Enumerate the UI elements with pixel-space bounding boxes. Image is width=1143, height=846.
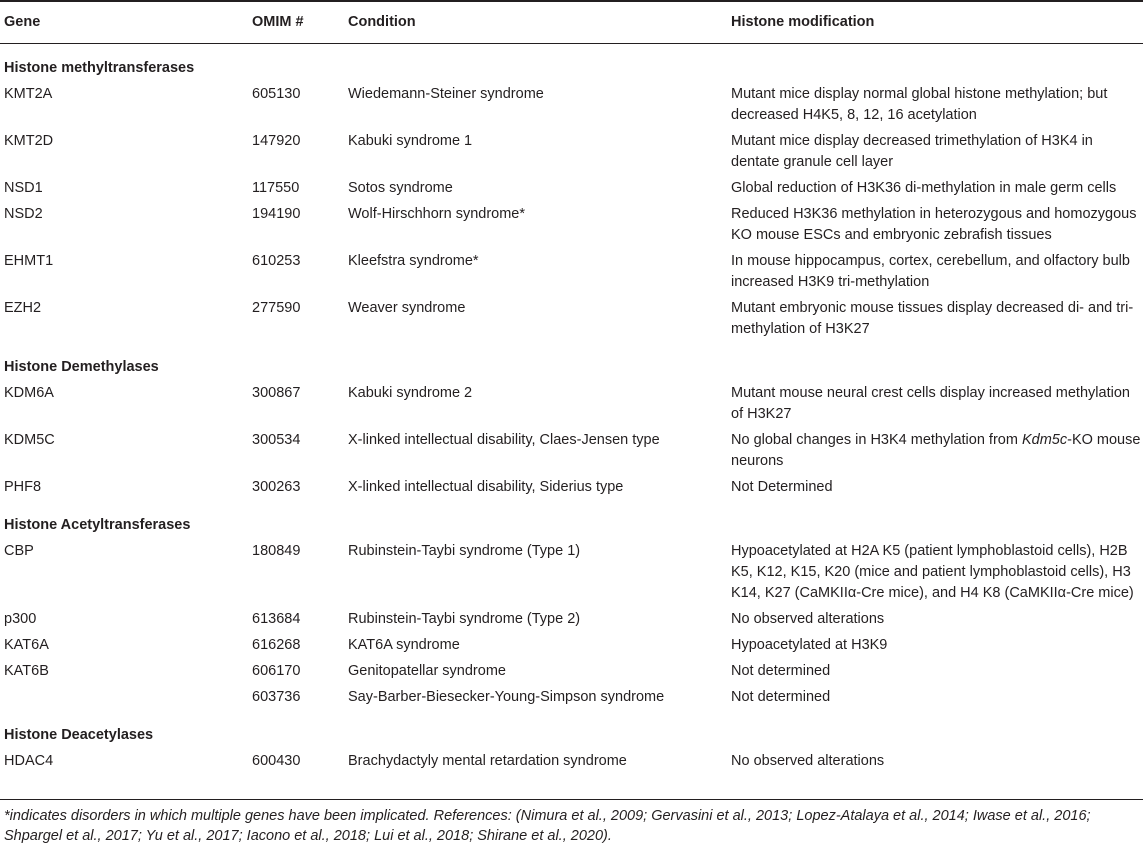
omim-cell: 300263	[252, 479, 301, 495]
reference-separator: ;	[1086, 808, 1091, 824]
reference-separator: ;	[964, 808, 973, 824]
modification-gene-italic: Kdm5c	[1021, 432, 1068, 448]
header-histone-modification: Histone modification	[727, 1, 1143, 44]
omim-cell: 180849	[252, 543, 301, 559]
condition-cell: Genitopatellar syndrome	[348, 663, 506, 679]
condition-cell: KAT6A syndrome	[348, 637, 460, 653]
footnote-tail: ).	[603, 828, 612, 844]
reference-separator: ;	[137, 828, 146, 844]
section-title: Histone Deacetylases	[4, 727, 154, 743]
header-gene: Gene	[0, 1, 248, 44]
omim-cell: 605130	[252, 86, 301, 102]
omim-cell: 616268	[252, 637, 301, 653]
gene-cell: KDM5C	[4, 432, 55, 448]
table-row	[0, 249, 1143, 296]
omim-cell: 117550	[252, 180, 300, 196]
histone-modification-cell: No observed alterations	[731, 611, 885, 627]
omim-cell: 147920	[252, 133, 301, 149]
reference-citation-link[interactable]: Shirane et al., 2020	[477, 828, 604, 844]
reference-citation-link[interactable]: Iwase et al., 2016	[972, 808, 1087, 824]
reference-separator: ;	[469, 828, 478, 844]
omim-cell: 610253	[252, 253, 301, 269]
gene-cell: KMT2D	[4, 133, 54, 149]
histone-modification-cell: Mutant mouse neural crest cells display increased methylation of H3K27	[731, 385, 1130, 422]
histone-modification-cell: Reduced H3K36 methylation in heterozygous and homozygous KO mouse ESCs and embryonic zebrafish tissues	[731, 206, 1137, 243]
gene-cell: CBP	[4, 543, 34, 559]
gene-cell: NSD2	[4, 206, 43, 222]
histone-modification-cell: Global reduction of H3K36 di-methylation in male germ cells	[731, 180, 1117, 196]
condition-cell: Sotos syndrome	[348, 180, 453, 196]
section-header-row	[0, 711, 1143, 749]
table-bottom-rule	[0, 799, 1143, 800]
gene-cell: PHF8	[4, 479, 42, 495]
condition-cell: X-linked intellectual disability, Siderius type	[348, 479, 624, 495]
histone-modification-cell: Mutant embryonic mouse tissues display decreased di- and tri-methylation of H3K27	[731, 300, 1134, 337]
table-row	[0, 202, 1143, 249]
condition-cell: Kabuki syndrome 1	[348, 133, 473, 149]
table-row	[0, 685, 1143, 711]
condition-cell: Rubinstein-Taybi syndrome (Type 2)	[348, 611, 581, 627]
table-row	[0, 82, 1143, 129]
gene-cell: KAT6B	[4, 663, 49, 679]
section-header-row	[0, 343, 1143, 381]
reference-separator: ;	[788, 808, 797, 824]
reference-citation-link[interactable]: Yu et al., 2017	[145, 828, 239, 844]
reference-citation-link[interactable]: Nimura et al., 2009	[520, 808, 644, 824]
gene-cell: KAT6A	[4, 637, 49, 653]
reference-separator: ;	[643, 808, 652, 824]
condition-cell: Kabuki syndrome 2	[348, 385, 473, 401]
condition-cell: X-linked intellectual disability, Claes-Jensen type	[348, 432, 660, 448]
gene-cell	[0, 685, 248, 711]
histone-modification-cell: Mutant mice display normal global histone methylation; but decreased H4K5, 8, 12, 16 acetylation	[731, 86, 1108, 123]
table-footnote	[4, 806, 1140, 846]
reference-separator: ;	[366, 828, 375, 844]
footnote-lead: *indicates disorders in which multiple genes have been implicated. References: (	[4, 808, 521, 824]
table-row	[0, 129, 1143, 176]
histone-modification-cell	[727, 428, 1143, 475]
gene-cell: p300	[4, 611, 37, 627]
histone-modification-cell: Mutant mice display decreased trimethylation of H3K4 in dentate granule cell layer	[731, 133, 1093, 170]
histone-modification-cell: Not determined	[731, 689, 831, 705]
section-header-row	[0, 501, 1143, 539]
condition-cell: Wiedemann-Steiner syndrome	[348, 86, 544, 102]
table-row	[0, 659, 1143, 685]
table-row	[0, 607, 1143, 633]
table-body	[0, 44, 1143, 779]
section-title: Histone Demethylases	[4, 359, 159, 375]
table-row	[0, 428, 1143, 475]
reference-citation-link[interactable]: Lopez-Atalaya et al., 2014	[796, 808, 965, 824]
gene-cell: KMT2A	[4, 86, 53, 102]
header-condition: Condition	[344, 1, 727, 44]
reference-citation-link[interactable]: Gervasini et al., 2013	[651, 808, 789, 824]
table-row	[0, 633, 1143, 659]
section-title: Histone Acetyltransferases	[4, 517, 191, 533]
table-header-row	[0, 1, 1143, 44]
modification-text: -KO mouse neurons	[731, 432, 1141, 469]
histone-modification-cell: Not Determined	[731, 479, 833, 495]
table-row	[0, 296, 1143, 343]
condition-cell: Brachydactyly mental retardation syndrome	[348, 753, 627, 769]
modification-text: No global changes in H3K4 methylation from	[731, 432, 1022, 448]
table-row	[0, 749, 1143, 778]
condition-cell: Rubinstein-Taybi syndrome (Type 1)	[348, 543, 581, 559]
reference-citation-link[interactable]: Iacono et al., 2018	[246, 828, 366, 844]
table-row	[0, 176, 1143, 202]
histone-modification-cell: In mouse hippocampus, cortex, cerebellum, and olfactory bulb increased H3K9 tri-methylation	[731, 253, 1130, 290]
histone-modification-cell: No observed alterations	[731, 753, 885, 769]
section-title: Histone methyltransferases	[4, 60, 195, 76]
gene-cell: EHMT1	[4, 253, 54, 269]
header-omim: OMIM #	[248, 1, 344, 44]
condition-cell: Wolf-Hirschhorn syndrome*	[348, 206, 526, 222]
histone-modification-cell: Hypoacetylated at H2A K5 (patient lymphoblastoid cells), H2B K5, K12, K15, K20 (mice and patient lymphoblastoid cells), H3 K14, K27 (CaMKIIα-Cre mice), and H4 K8 (CaMKIIα-Cre mice)	[731, 543, 1134, 601]
omim-cell: 600430	[252, 753, 301, 769]
omim-cell: 603736	[252, 689, 301, 705]
section-header-row	[0, 44, 1143, 83]
omim-cell: 613684	[252, 611, 301, 627]
omim-cell: 606170	[252, 663, 301, 679]
reference-citation-link[interactable]: Lui et al., 2018	[374, 828, 470, 844]
table-row	[0, 475, 1143, 501]
reference-citation-link[interactable]: Shpargel et al., 2017	[4, 828, 138, 844]
condition-cell: Say-Barber-Biesecker-Young-Simpson syndrome	[348, 689, 665, 705]
gene-cell: NSD1	[4, 180, 43, 196]
omim-cell: 300867	[252, 385, 301, 401]
omim-cell: 300534	[252, 432, 301, 448]
table-row	[0, 539, 1143, 607]
gene-cell: EZH2	[4, 300, 42, 316]
condition-cell: Kleefstra syndrome*	[348, 253, 479, 269]
reference-separator: ;	[238, 828, 247, 844]
histone-modification-cell: Hypoacetylated at H3K9	[731, 637, 888, 653]
condition-cell: Weaver syndrome	[348, 300, 466, 316]
gene-cell: HDAC4	[4, 753, 54, 769]
omim-cell: 277590	[252, 300, 301, 316]
omim-cell: 194190	[252, 206, 301, 222]
table-row	[0, 381, 1143, 428]
histone-modification-cell: Not determined	[731, 663, 831, 679]
gene-cell: KDM6A	[4, 385, 54, 401]
